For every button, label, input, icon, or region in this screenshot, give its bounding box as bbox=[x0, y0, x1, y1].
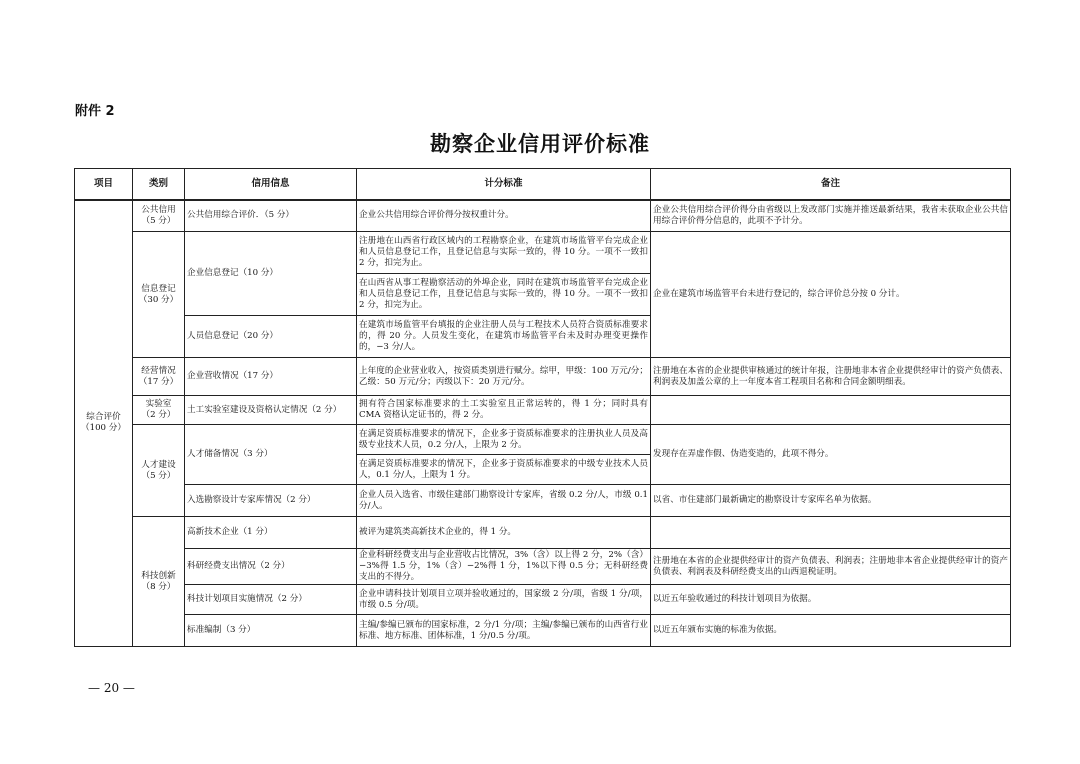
score-personnel-registration: 在建筑市场监管平台填报的企业注册人员与工程技术人员符合资质标准要求的，得 20 分。人员发生变化，在建筑市场监管平台未及时办理变更操作的，−3 分/人。 bbox=[357, 316, 651, 358]
table-row bbox=[75, 396, 1011, 425]
attachment-label: 附件 2 bbox=[75, 104, 115, 119]
info-standard-compilation: 标准编制（3 分） bbox=[185, 615, 357, 647]
category-public-credit: 公共信用 （5 分） bbox=[133, 200, 185, 232]
info-laboratory: 土工实验室建设及资格认定情况（2 分） bbox=[185, 396, 357, 425]
remark-info-registration: 企业在建筑市场监管平台未进行登记的，综合评价总分按 0 分计。 bbox=[651, 232, 1011, 358]
remark-expert-pool: 以省、市住建部门最新确定的勘察设计专家库名单为依据。 bbox=[651, 485, 1011, 517]
info-rd-expense: 科研经费支出情况（2 分） bbox=[185, 549, 357, 585]
info-business-revenue: 企业营收情况（17 分） bbox=[185, 358, 357, 396]
table-row bbox=[75, 549, 1011, 585]
header-remarks: 备注 bbox=[651, 169, 1011, 200]
category-info-registration: 信息登记 （30 分） bbox=[133, 232, 185, 358]
table-row bbox=[75, 517, 1011, 549]
header-category: 类别 bbox=[133, 169, 185, 200]
score-laboratory: 拥有符合国家标准要求的土工实验室且正常运转的，得 1 分；同时具有 CMA 资格认定证书的，得 2 分。 bbox=[357, 396, 651, 425]
info-hitech-enterprise: 高新技术企业（1 分） bbox=[185, 517, 357, 549]
remark-business-revenue: 注册地在本省的企业提供审核通过的统计年报，注册地非本省企业提供经审计的资产负债表、利润表及加盖公章的上一年度本省工程项目名称和合同金额明细表。 bbox=[651, 358, 1011, 396]
header-scoring: 计分标准 bbox=[357, 169, 651, 200]
remark-hitech-enterprise bbox=[651, 517, 1011, 549]
score-rd-expense: 企业科研经费支出与企业营收占比情况，3%（含）以上得 2 分，2%（含）−3%得 1.5 分，1%（含）−2%得 1 分，1%以下得 0.5 分；无科研经费支出的不得分。 bbox=[357, 549, 651, 585]
header-project: 项目 bbox=[75, 169, 133, 200]
info-personnel-registration: 人员信息登记（20 分） bbox=[185, 316, 357, 358]
table-row bbox=[75, 615, 1011, 647]
table-row bbox=[75, 425, 1011, 455]
info-public-credit: 公共信用综合评价．（5 分） bbox=[185, 200, 357, 232]
score-talent-reserve-senior: 在满足资质标准要求的情况下，企业多于资质标准要求的注册执业人员及高级专业技术人员，0.2 分/人，上限为 2 分。 bbox=[357, 425, 651, 455]
score-enterprise-registration-local: 注册地在山西省行政区域内的工程勘察企业，在建筑市场监管平台完成企业和人员信息登记工作，且登记信息与实际一致的，得 10 分。一项不一致扣 2 分，扣完为止。 bbox=[357, 232, 651, 274]
table-row bbox=[75, 200, 1011, 232]
category-laboratory: 实验室 （2 分） bbox=[133, 396, 185, 425]
score-public-credit: 企业公共信用综合评价得分按权重计分。 bbox=[357, 200, 651, 232]
score-standard-compilation: 主编/参编已颁布的国家标准，2 分/1 分/项；主编/参编已颁布的山西省行业标准、地方标准、团体标准，1 分/0.5 分/项。 bbox=[357, 615, 651, 647]
header-credit-info: 信用信息 bbox=[185, 169, 357, 200]
project-cell: 综合评价 （100 分） bbox=[75, 200, 133, 647]
info-tech-plan: 科技计划项目实施情况（2 分） bbox=[185, 585, 357, 615]
evaluation-standard-table bbox=[74, 168, 1011, 647]
category-talent: 人才建设 （5 分） bbox=[133, 425, 185, 517]
score-enterprise-registration-external: 在山西省从事工程勘察活动的外埠企业，同时在建筑市场监管平台完成企业和人员信息登记工作，且登记信息与实际一致的，得 10 分。一项不一致扣 2 分，扣完为止。 bbox=[357, 274, 651, 316]
page-number: — 20 — bbox=[88, 681, 135, 695]
info-talent-reserve: 人才储备情况（3 分） bbox=[185, 425, 357, 485]
remark-talent-reserve: 发现存在弄虚作假、伪造变造的，此项不得分。 bbox=[651, 425, 1011, 485]
remark-laboratory bbox=[651, 396, 1011, 425]
remark-rd-expense: 注册地在本省的企业提供经审计的资产负债表、利润表；注册地非本省企业提供经审计的资产负债表、利润表及科研经费支出的山西退税证明。 bbox=[651, 549, 1011, 585]
document-title: 勘察企业信用评价标准 bbox=[430, 131, 650, 156]
category-tech-innovation: 科技创新 （8 分） bbox=[133, 517, 185, 647]
remark-tech-plan: 以近五年验收通过的科技计划项目为依据。 bbox=[651, 585, 1011, 615]
score-hitech-enterprise: 被评为建筑类高新技术企业的，得 1 分。 bbox=[357, 517, 651, 549]
score-business-revenue: 上年度的企业营业收入，按资质类别进行赋分。综甲，甲级：100 万元/分；乙级：50 万元/分；丙级以下：20 万元/分。 bbox=[357, 358, 651, 396]
remark-public-credit: 企业公共信用综合评价得分由省级以上发改部门实施并推送最新结果，我省未获取企业公共信用综合评价得分信息的，此项不予计分。 bbox=[651, 200, 1011, 232]
info-enterprise-registration: 企业信息登记（10 分） bbox=[185, 232, 357, 316]
table-header-row bbox=[75, 169, 1011, 200]
table-row bbox=[75, 232, 1011, 274]
category-business: 经营情况 （17 分） bbox=[133, 358, 185, 396]
table-row bbox=[75, 485, 1011, 517]
table-row bbox=[75, 358, 1011, 396]
score-tech-plan: 企业申请科技计划项目立项并验收通过的，国家级 2 分/项，省级 1 分/项，市级 0.5 分/项。 bbox=[357, 585, 651, 615]
score-talent-reserve-mid: 在满足资质标准要求的情况下，企业多于资质标准要求的中级专业技术人员人，0.1 分/人，上限为 1 分。 bbox=[357, 455, 651, 485]
info-expert-pool: 入选勘察设计专家库情况（2 分） bbox=[185, 485, 357, 517]
table-row bbox=[75, 585, 1011, 615]
remark-standard-compilation: 以近五年颁布实施的标准为依据。 bbox=[651, 615, 1011, 647]
score-expert-pool: 企业人员入选省、市级住建部门勘察设计专家库，省级 0.2 分/人，市级 0.1 分/人。 bbox=[357, 485, 651, 517]
